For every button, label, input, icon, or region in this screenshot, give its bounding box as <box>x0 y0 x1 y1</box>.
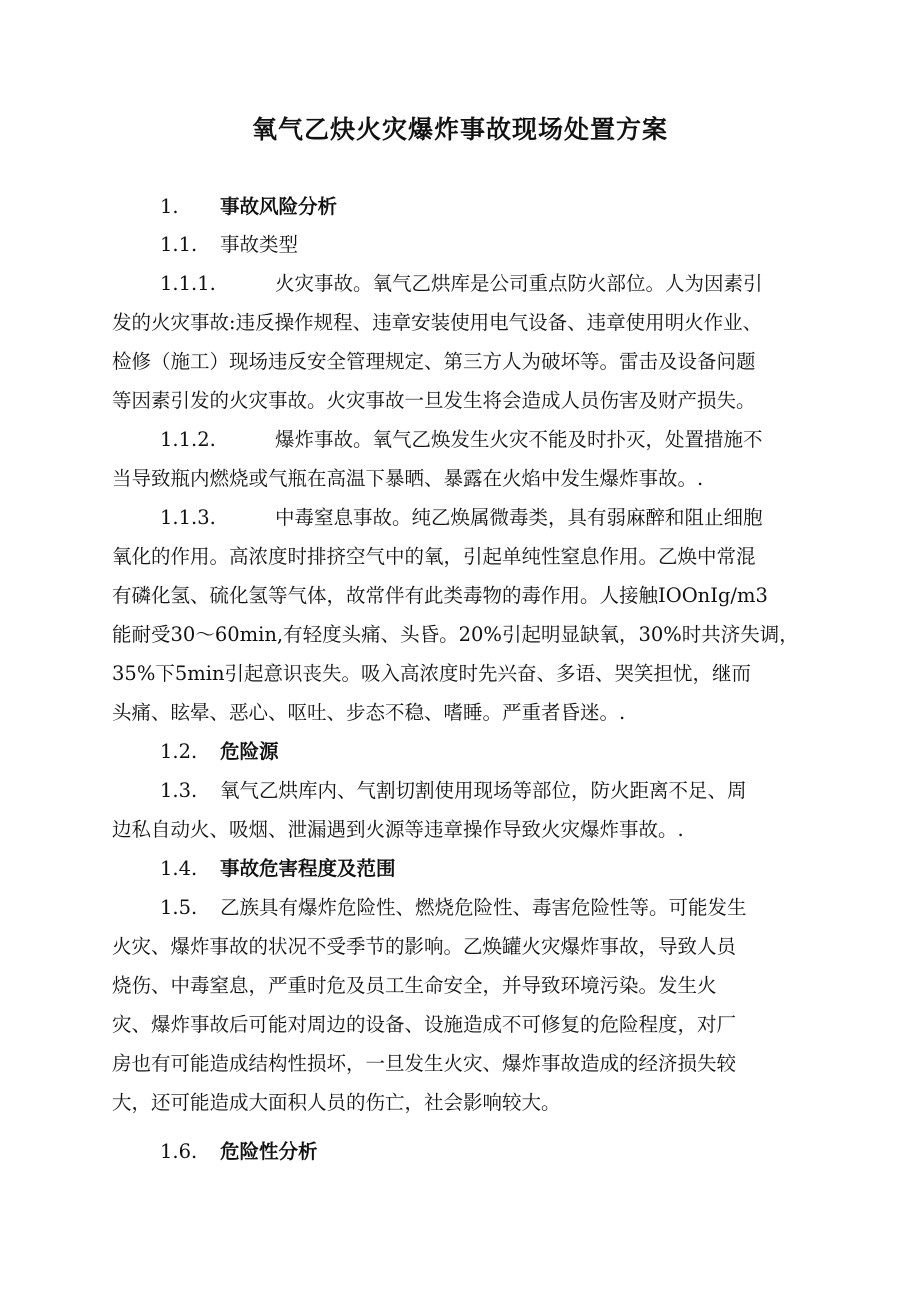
paragraph-line: 火灾、爆炸事故的状况不受季节的影响。乙焕罐火灾爆炸事故，导致人员 <box>112 935 737 958</box>
paragraph-line: 大，还可能造成大面积人员的伤亡，社会影响较大。 <box>112 1091 561 1114</box>
paragraph-text: 爆炸事故。氧气乙焕发生火灾不能及时扑灭，处置措施不 <box>275 428 763 451</box>
section-title: 事故类型 <box>220 233 299 256</box>
paragraph-line <box>160 272 763 296</box>
paragraph-line: 烧伤、中毒窒息，严重时危及员工生命安全，并导致环境污染。发生火 <box>112 974 717 997</box>
paragraph-line <box>160 779 747 803</box>
paragraph-text: 火灾事故。氧气乙烘库是公司重点防火部位。人为因素引 <box>275 272 763 295</box>
paragraph-line <box>160 896 747 920</box>
section-number: 1.5. <box>160 896 198 919</box>
section-number: 1.3. <box>160 779 198 802</box>
paragraph-text: 中毒窒息事故。纯乙焕属微毒类，具有弱麻醉和阻止细胞 <box>275 506 763 529</box>
paragraph-text: 氧气乙烘库内、气割切割使用现场等部位，防火距离不足、周 <box>220 779 747 802</box>
section-title: 事故风险分析 <box>220 195 338 218</box>
paragraph-line: 35%下5min引起意识丧失。吸入高浓度时先兴奋、多语、哭笑担忧，继而 <box>112 662 752 685</box>
section-1-heading <box>160 195 337 219</box>
paragraph-line: 发的火灾事故:违反操作规程、违章安装使用电气设备、违章使用明火作业、 <box>112 311 763 334</box>
paragraph-line: 能耐受30～60min,有轻度头痛、头昏。20%引起明显缺氧，30%时共济失调， <box>112 623 799 646</box>
section-number: 1.1.3. <box>160 506 216 529</box>
section-number: 1.1.1. <box>160 272 216 295</box>
section-number: 1.1.2. <box>160 428 216 451</box>
section-title: 危险性分析 <box>220 1140 318 1163</box>
paragraph-line: 房也有可能造成结构性损坏，一旦发生火灾、爆炸事故造成的经济损失较 <box>112 1052 737 1075</box>
paragraph-line: 检修（施工）现场违反安全管理规定、第三方人为破坏等。雷击及设备问题 <box>112 350 756 373</box>
section-1-2-heading <box>160 740 279 764</box>
section-1-1-heading <box>160 233 298 257</box>
section-number: 1.1. <box>160 233 198 256</box>
section-1-4-heading <box>160 857 396 881</box>
paragraph-line: 当导致瓶内燃烧或气瓶在高温下暴晒、暴露在火焰中发生爆炸事故。. <box>112 467 704 490</box>
section-1-6-heading <box>160 1140 318 1164</box>
paragraph-line <box>160 506 763 530</box>
paragraph-line: 灾、爆炸事故后可能对周边的设备、设施造成不可修复的危险程度，对厂 <box>112 1013 737 1036</box>
paragraph-line: 等因素引发的火灾事故。火灾事故一旦发生将会造成人员伤害及财产损失。 <box>112 389 756 412</box>
section-number: 1.4. <box>160 857 198 880</box>
section-number: 1.6. <box>160 1140 198 1163</box>
section-title: 事故危害程度及范围 <box>220 857 396 880</box>
section-title: 危险源 <box>220 740 279 763</box>
paragraph-line <box>160 428 763 452</box>
section-number: 1.2. <box>160 740 198 763</box>
paragraph-line: 头痛、眩晕、恶心、呕吐、步态不稳、嗜睡。严重者昏迷。. <box>112 701 626 724</box>
paragraph-text: 乙族具有爆炸危险性、燃烧危险性、毒害危险性等。可能发生 <box>220 896 747 919</box>
paragraph-line: 氧化的作用。高浓度时排挤空气中的氧，引起单纯性窒息作用。乙焕中常混 <box>112 545 756 568</box>
page-title: 氧气乙炔火灾爆炸事故现场处置方案 <box>251 115 668 144</box>
paragraph-line: 有磷化氢、硫化氢等气体，故常伴有此类毒物的毒作用。人接触IOOnIg/m3 <box>112 584 768 607</box>
section-number: 1. <box>160 195 179 218</box>
paragraph-line: 边私自动火、吸烟、泄漏遇到火源等违章操作导致火灾爆炸事故。. <box>112 818 684 841</box>
